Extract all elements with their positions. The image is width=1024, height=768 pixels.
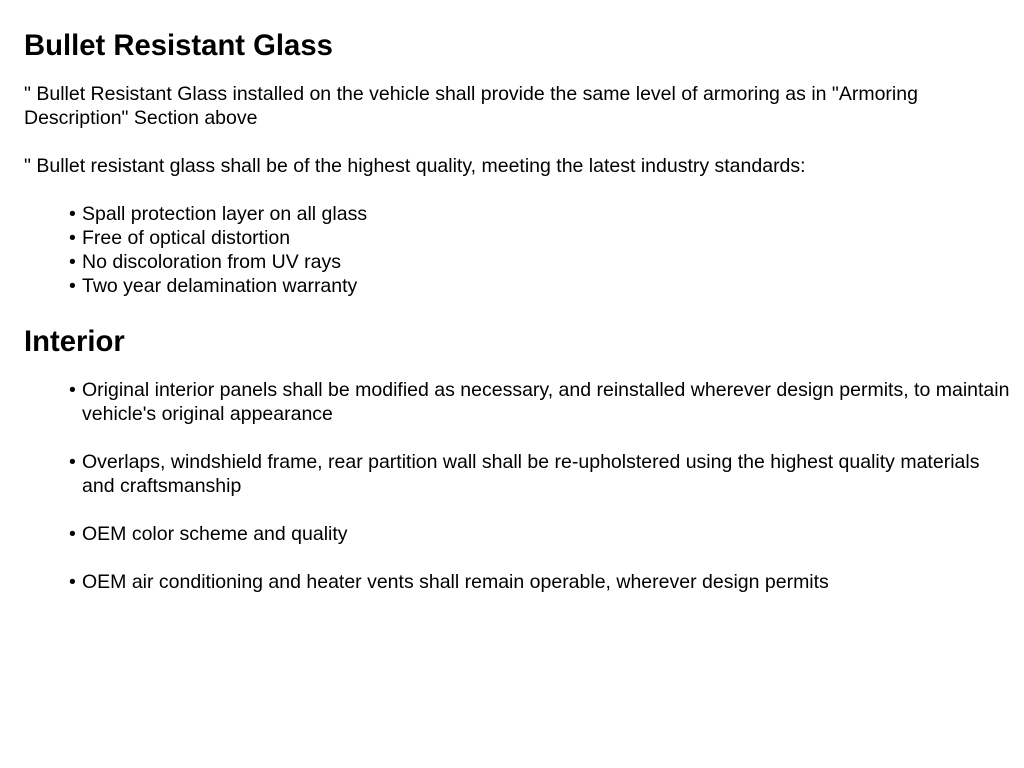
bullet-icon: • [69,451,76,473]
bullet-icon: • [69,571,76,593]
list-item-text: Free of optical distortion [82,227,291,249]
bullet-icon: • [69,251,76,273]
list-item-text: Original interior panels shall be modified as necessary, and reinstalled wherever design permits, to maintain vehicle's original appearance [82,379,1010,425]
bullet-icon: • [69,203,76,225]
bullet-icon: • [69,275,76,297]
document-page [24,30,1014,594]
section-bullet-resistant-glass [24,30,1014,298]
bullet-list [24,202,1014,298]
list-item [69,570,1014,594]
section-heading: Interior [24,326,125,358]
bullet-list [24,378,1014,594]
list-item-text: OEM air conditioning and heater vents shall remain operable, wherever design permits [82,571,829,593]
bullet-icon: • [69,379,76,401]
list-item-text: Overlaps, windshield frame, rear partition wall shall be re-upholstered using the highest quality materials and craftsmanship [82,451,980,497]
list-item [69,202,1014,226]
paragraph: " Bullet Resistant Glass installed on the vehicle shall provide the same level of armoring as in "Armoring Description" Section above [24,83,918,129]
section-interior [24,326,1014,594]
section-heading: Bullet Resistant Glass [24,30,333,62]
list-item-text: Two year delamination warranty [82,275,358,297]
list-item-text: OEM color scheme and quality [82,523,348,545]
list-item [69,522,1014,546]
list-item [69,250,1014,274]
bullet-icon: • [69,227,76,249]
paragraph: " Bullet resistant glass shall be of the highest quality, meeting the latest industry standards: [24,155,806,177]
list-item [69,378,1014,426]
list-item-text: No discoloration from UV rays [82,251,342,273]
list-item [69,450,1014,498]
list-item [69,274,1014,298]
list-item [69,226,1014,250]
bullet-icon: • [69,523,76,545]
list-item-text: Spall protection layer on all glass [82,203,368,225]
